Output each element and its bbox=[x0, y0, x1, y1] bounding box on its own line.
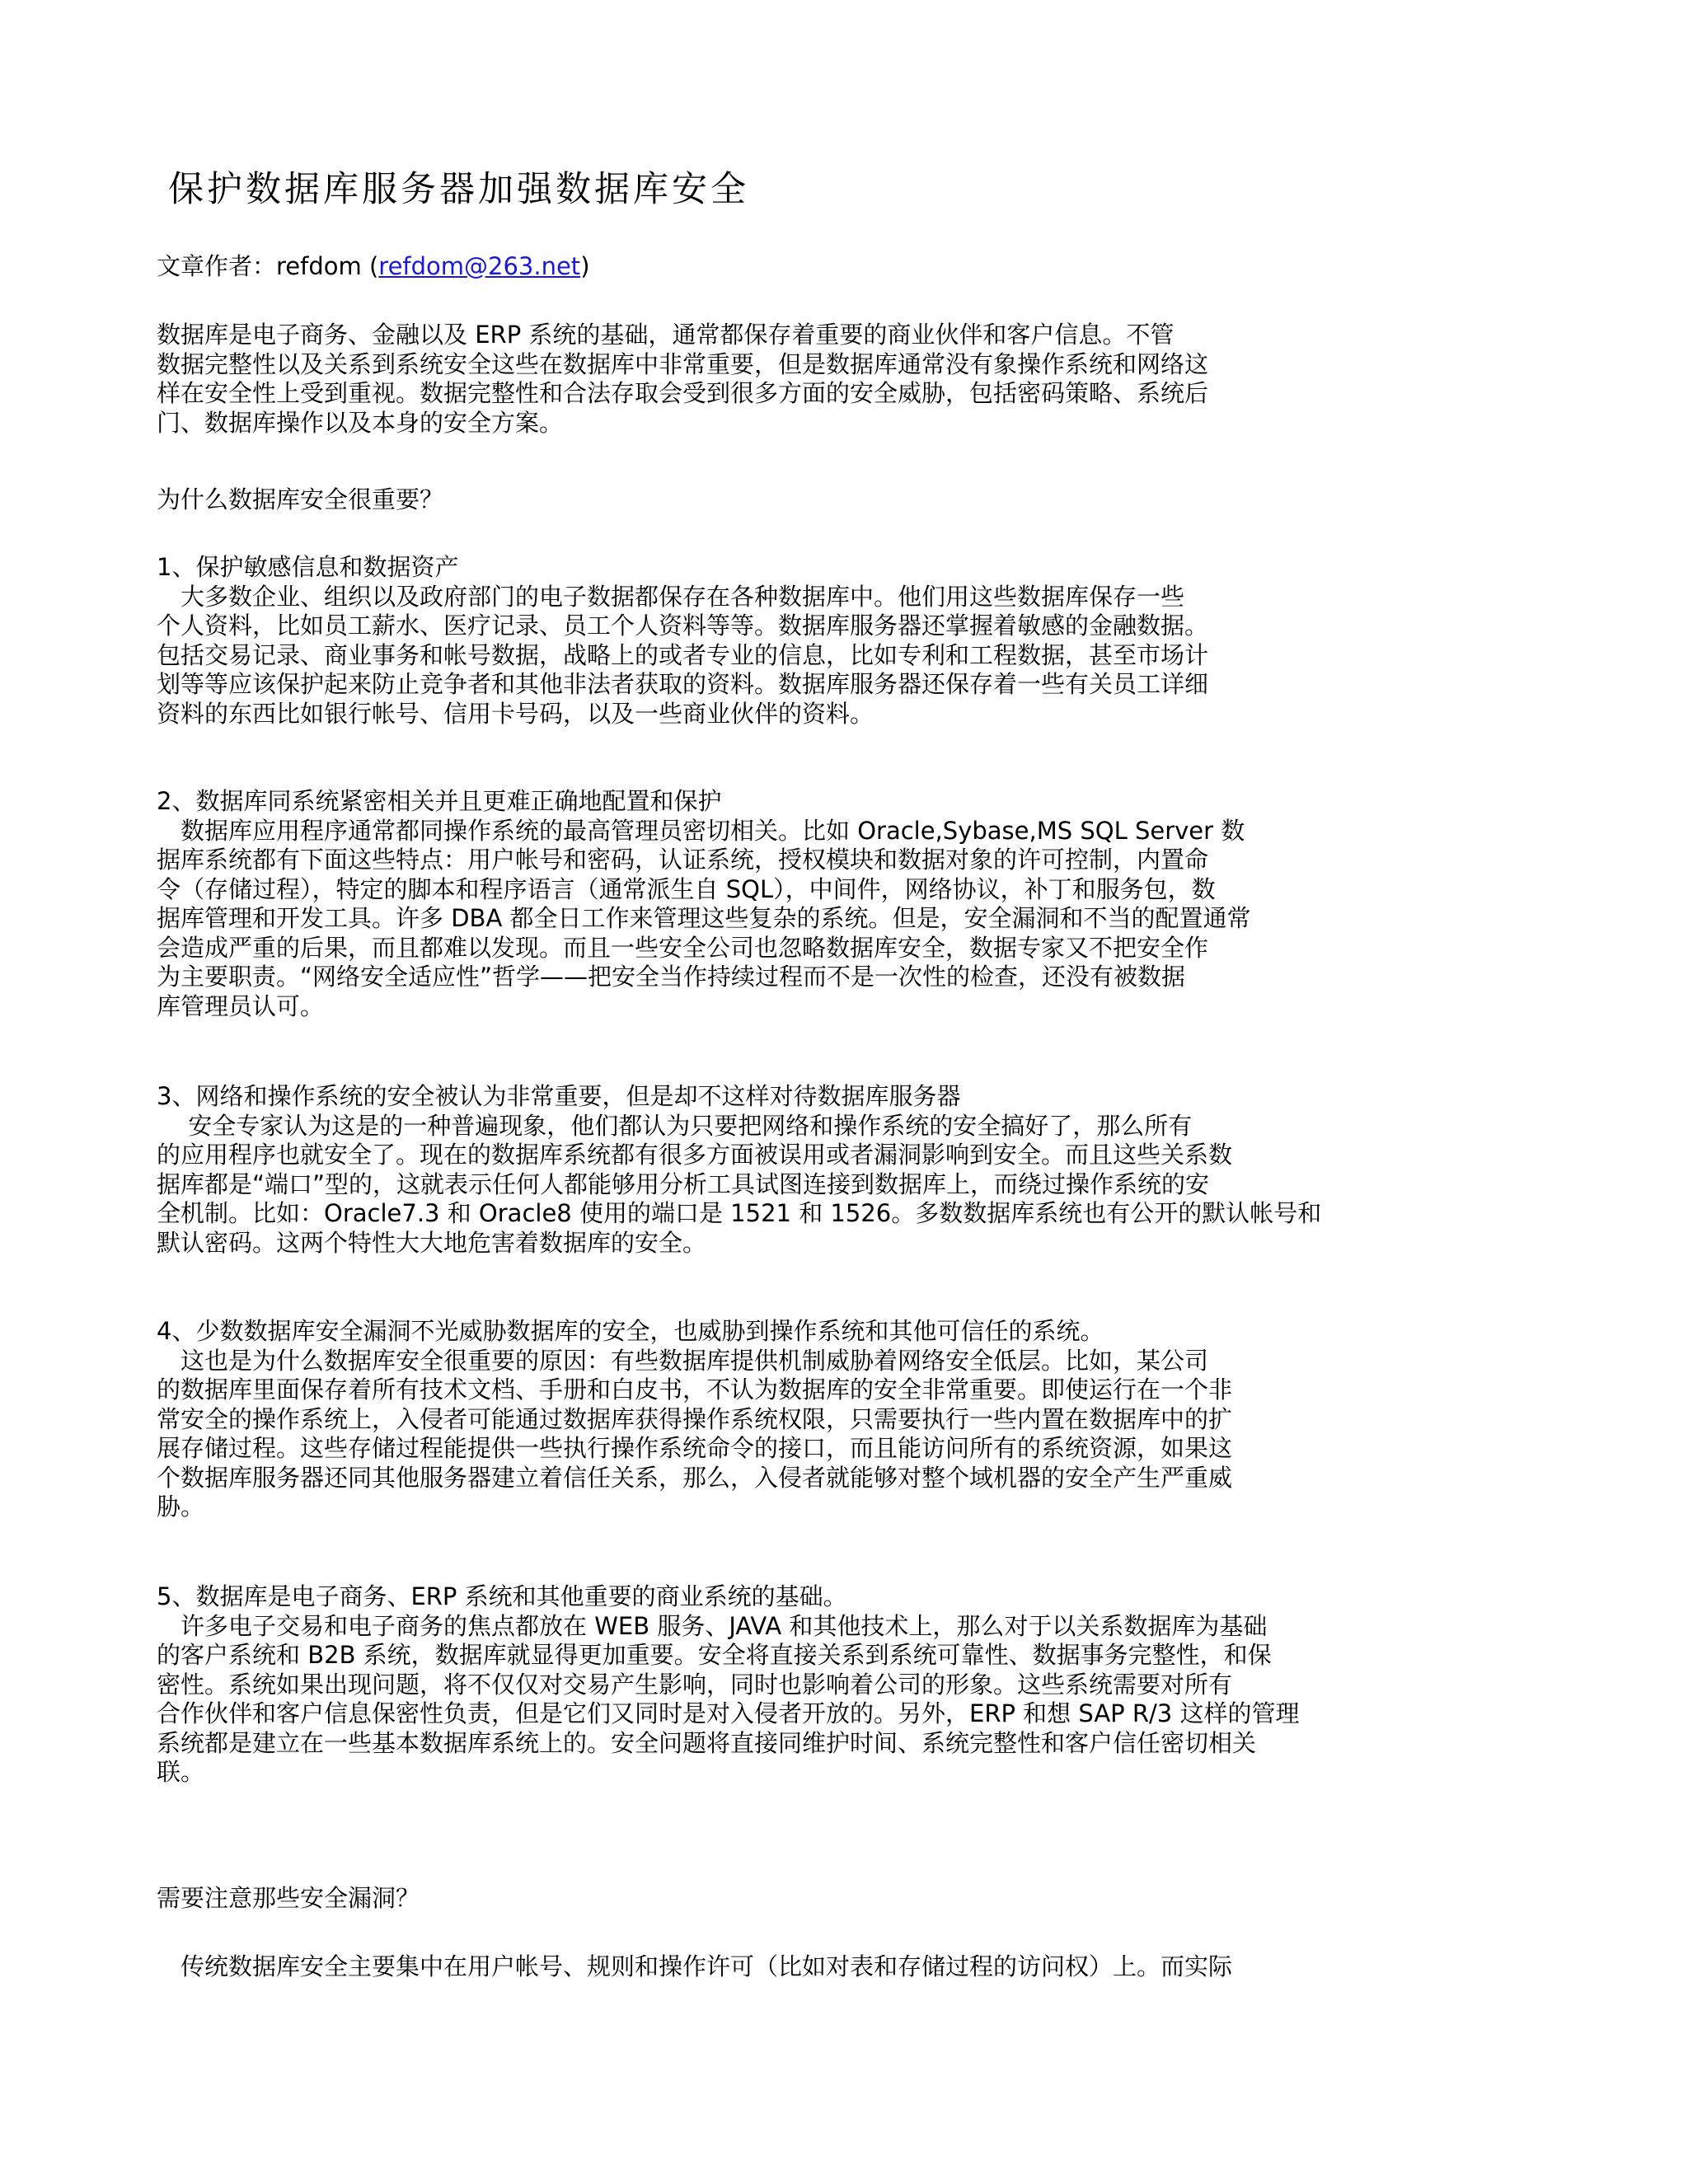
section-5-line: 联。 bbox=[157, 1758, 205, 1786]
section-5-heading: 5、数据库是电子商务、ERP 系统和其他重要的商业系统的基础。 bbox=[157, 1582, 847, 1610]
section-3-line: 全机制。比如：Oracle7.3 和 Oracle8 使用的端口是 1521 和 1526。多数数据库系统也有公开的默认帐号和 bbox=[157, 1199, 1322, 1227]
section-5-line: 许多电子交易和电子商务的焦点都放在 WEB 服务、JAVA 和其他技术上，那么对于以关系数据库为基础 bbox=[157, 1611, 1268, 1640]
section-1-line: 资料的东西比如银行帐号、信用卡号码，以及一些商业伙伴的资料。 bbox=[157, 699, 874, 728]
vuln-heading: 需要注意那些安全漏洞？ bbox=[157, 1884, 420, 1912]
author-suffix: ) bbox=[580, 252, 590, 280]
section-1 bbox=[157, 553, 1208, 729]
section-2-line: 会造成严重的后果，而且都难以发现。而且一些安全公司也忽略数据库安全，数据专家又不把安全作 bbox=[157, 933, 1209, 962]
section-4-line: 的数据库里面保存着所有技术文档、手册和白皮书，不认为数据库的安全非常重要。即使运行在一个非 bbox=[157, 1376, 1233, 1404]
intro-line: 数据库是电子商务、金融以及 ERP 系统的基础，通常都保存着重要的商业伙伴和客户信息。不管 bbox=[157, 321, 1175, 349]
section-3-line: 据库都是“端口”型的，这就表示任何人都能够用分析工具试图连接到数据库上，而绕过操作系统的安 bbox=[157, 1169, 1210, 1198]
section-2-line: 数据库应用程序通常都同操作系统的最高管理员密切相关。比如 Oracle,Sybase,MS SQL Server 数 bbox=[157, 816, 1245, 845]
why-heading: 为什么数据库安全很重要？ bbox=[157, 485, 444, 513]
section-3-line: 的应用程序也就安全了。现在的数据库系统都有很多方面被误用或者漏洞影响到安全。而且这些关系数 bbox=[157, 1141, 1233, 1169]
section-5-line: 密性。系统如果出现问题，将不仅仅对交易产生影响，同时也影响着公司的形象。这些系统需要对所有 bbox=[157, 1670, 1233, 1699]
section-4-line: 这也是为什么数据库安全很重要的原因：有些数据库提供机制威胁着网络安全低层。比如，某公司 bbox=[157, 1346, 1209, 1375]
intro-line: 数据完整性以及关系到系统安全这些在数据库中非常重要，但是数据库通常没有象操作系统和网络这 bbox=[157, 349, 1209, 378]
section-5-line: 的客户系统和 B2B 系统，数据库就显得更加重要。安全将直接关系到系统可靠性、数据事务完整性，和保 bbox=[157, 1641, 1272, 1669]
section-5 bbox=[157, 1582, 1299, 1788]
section-3 bbox=[157, 1082, 1321, 1258]
section-1-heading: 1、保护敏感信息和数据资产 bbox=[157, 553, 459, 581]
section-2-line: 令（存储过程），特定的脚本和程序语言（通常派生自 SQL），中间件，网络协议，补丁和服务包，数 bbox=[157, 874, 1216, 903]
section-4 bbox=[157, 1317, 1232, 1522]
section-4-line: 个数据库服务器还同其他服务器建立着信任关系，那么，入侵者就能够对整个域机器的安全产生严重威 bbox=[157, 1463, 1233, 1492]
section-3-heading: 3、网络和操作系统的安全被认为非常重要，但是却不这样对待数据库服务器 bbox=[157, 1082, 961, 1110]
section-1-line: 包括交易记录、商业事务和帐号数据，战略上的或者专业的信息，比如专利和工程数据，甚至市场计 bbox=[157, 640, 1209, 669]
section-4-line: 展存储过程。这些存储过程能提供一些执行操作系统命令的接口，而且能访问所有的系统资源，如果这 bbox=[157, 1434, 1233, 1462]
section-2-line: 据库管理和开发工具。许多 DBA 都全日工作来管理这些复杂的系统。但是，安全漏洞和不当的配置通常 bbox=[157, 904, 1251, 932]
intro-line: 门、数据库操作以及本身的安全方案。 bbox=[157, 408, 564, 437]
author-email-link[interactable]: refdom@263.net bbox=[378, 252, 581, 280]
section-2 bbox=[157, 787, 1251, 1021]
section-2-line: 库管理员认可。 bbox=[157, 991, 325, 1020]
section-3-line: 默认密码。这两个特性大大地危害着数据库的安全。 bbox=[157, 1228, 707, 1257]
section-5-line: 合作伙伴和客户信息保密性负责，但是它们又同时是对入侵者开放的。另外，ERP 和想 SAP R/3 这样的管理 bbox=[157, 1699, 1300, 1727]
section-1-line: 个人资料，比如员工薪水、医疗记录、员工个人资料等等。数据库服务器还掌握着敏感的金融数据。 bbox=[157, 612, 1209, 640]
author-prefix: 文章作者：refdom ( bbox=[157, 252, 379, 280]
final-paragraph: 传统数据库安全主要集中在用户帐号、规则和操作许可（比如对表和存储过程的访问权）上。而实际 bbox=[157, 1952, 1233, 1980]
intro-paragraph bbox=[157, 321, 1208, 438]
section-3-line: 安全专家认为这是的一种普遍现象，他们都认为只要把网络和操作系统的安全搞好了，那么所有 bbox=[157, 1111, 1193, 1140]
section-2-line: 据库系统都有下面这些特点：用户帐号和密码，认证系统，授权模块和数据对象的许可控制，内置命 bbox=[157, 846, 1209, 874]
section-5-line: 系统都是建立在一些基本数据库系统上的。安全问题将直接同维护时间、系统完整性和客户信任密切相关 bbox=[157, 1728, 1257, 1757]
intro-line: 样在安全性上受到重视。数据完整性和合法存取会受到很多方面的安全威胁，包括密码策略、系统后 bbox=[157, 379, 1209, 407]
section-1-line: 大多数企业、组织以及政府部门的电子数据都保存在各种数据库中。他们用这些数据库保存一些 bbox=[157, 582, 1185, 611]
section-2-heading: 2、数据库同系统紧密相关并且更难正确地配置和保护 bbox=[157, 787, 722, 815]
article-title: 保护数据库服务器加强数据库安全 bbox=[168, 169, 749, 210]
author-line bbox=[157, 252, 590, 282]
section-4-heading: 4、少数数据库安全漏洞不光威胁数据库的安全，也威胁到操作系统和其他可信任的系统。 bbox=[157, 1317, 1104, 1345]
section-4-line: 胁。 bbox=[157, 1493, 205, 1521]
section-4-line: 常安全的操作系统上，入侵者可能通过数据库获得操作系统权限，只需要执行一些内置在数据库中的扩 bbox=[157, 1404, 1233, 1433]
section-2-line: 为主要职责。“网络安全适应性”哲学——把安全当作持续过程而不是一次性的检查，还没有被数据 bbox=[157, 963, 1186, 991]
section-1-line: 划等等应该保护起来防止竞争者和其他非法者获取的资料。数据库服务器还保存着一些有关员工详细 bbox=[157, 670, 1209, 698]
